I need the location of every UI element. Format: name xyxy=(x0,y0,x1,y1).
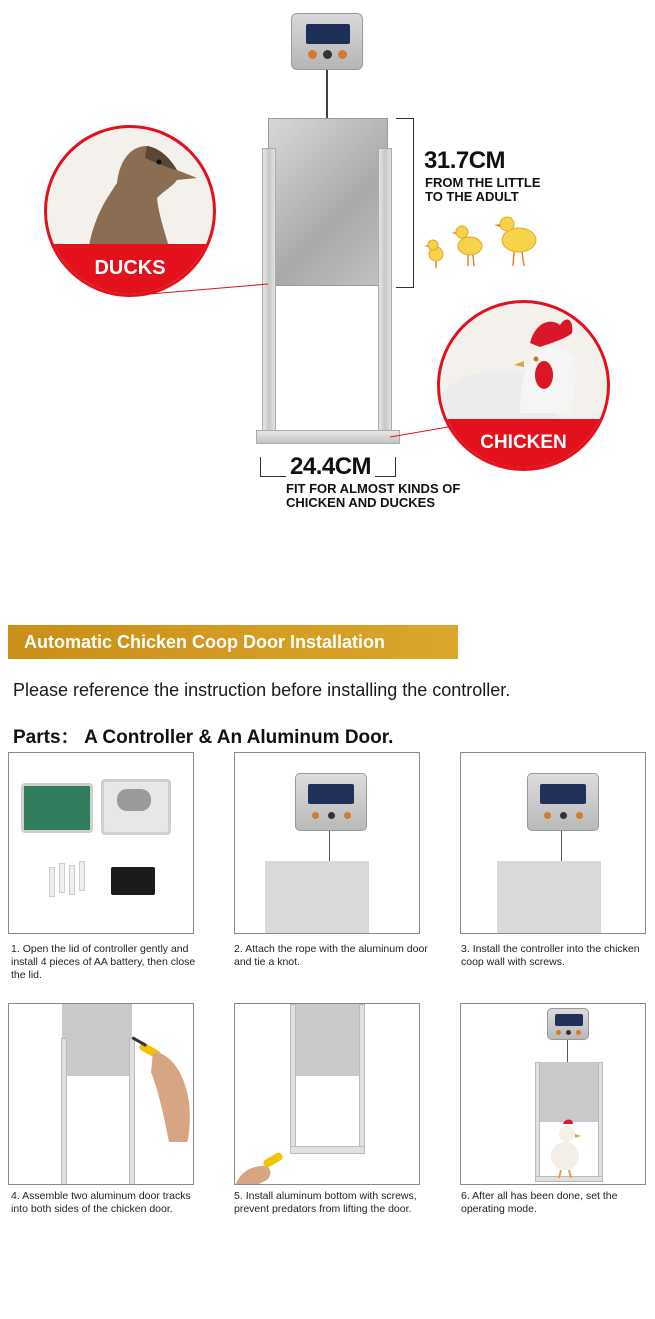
step-4-text: Assemble two aluminum door tracks into both sides of the chicken door. xyxy=(11,1190,191,1215)
step-1-number: 1. xyxy=(11,943,20,955)
width-desc-line2: CHICKEN AND DUCKES xyxy=(286,495,436,510)
controller-device-image xyxy=(291,13,363,70)
step-2-image xyxy=(234,752,420,934)
door-panel xyxy=(62,1004,132,1076)
door-panel xyxy=(539,1062,599,1122)
chicken-icon xyxy=(543,1118,593,1178)
section-title-bar xyxy=(8,625,458,659)
width-dimension-value: 24.4CM xyxy=(286,453,375,481)
height-dimension-bracket xyxy=(396,118,414,288)
step-5-image xyxy=(234,1003,420,1185)
step-1-image xyxy=(8,752,194,934)
screwdriver-hand-illustration xyxy=(129,1032,194,1142)
step-1-text: Open the lid of controller gently and install 4 pieces of AA battery, then close the lid. xyxy=(11,943,196,981)
ducks-label: DUCKS xyxy=(94,257,166,279)
step-6-number: 6. xyxy=(461,1190,470,1202)
step-2-text: Attach the rope with the aluminum door and tie a knot. xyxy=(234,943,428,968)
chicken-circle xyxy=(437,300,610,471)
section-title: Automatic Chicken Coop Door Installation xyxy=(24,632,386,652)
step-3-number: 3. xyxy=(461,943,470,955)
step-3-image xyxy=(460,752,646,934)
step-5-text: Install aluminum bottom with screws, prevent predators from lifting the door. xyxy=(234,1190,417,1215)
chicken-label: CHICKEN xyxy=(480,432,567,453)
step-6-text: After all has been done, set the operating mode. xyxy=(461,1190,618,1215)
aluminum-door-panel xyxy=(268,118,388,286)
chicken-pointer-line xyxy=(390,425,450,439)
step-4-image xyxy=(8,1003,194,1185)
parts-heading: Parts： A Controller & An Aluminum Door. xyxy=(13,727,394,748)
width-desc-line1: FIT FOR ALMOST KINDS OF xyxy=(286,481,461,496)
step-6-image xyxy=(460,1003,646,1185)
step-4-number: 4. xyxy=(11,1190,20,1202)
step-1-caption xyxy=(11,943,207,982)
door-panel xyxy=(497,861,601,934)
step-5-caption xyxy=(234,1190,444,1216)
step-6-caption xyxy=(461,1190,649,1216)
height-desc-line1: FROM THE LITTLE xyxy=(425,175,541,190)
chicks-growth-illustration xyxy=(424,216,552,270)
height-dimension-value: 31.7CM xyxy=(424,147,506,174)
door-panel xyxy=(265,861,369,934)
door-bottom-bar xyxy=(256,430,400,444)
step-2-number: 2. xyxy=(234,943,243,955)
step-4-caption xyxy=(11,1190,207,1216)
step-5-number: 5. xyxy=(234,1190,243,1202)
right-door-track xyxy=(378,148,392,444)
ducks-pointer-line xyxy=(150,280,270,300)
controller-icon xyxy=(547,1008,589,1040)
instruction-text: Please reference the instruction before installing the controller. xyxy=(13,680,511,700)
ducks-circle xyxy=(44,125,216,297)
step-3-caption xyxy=(461,943,649,969)
controller-icon xyxy=(527,773,599,831)
step-2-caption xyxy=(234,943,430,969)
door-panel xyxy=(295,1004,361,1076)
door-rope xyxy=(326,70,328,122)
controller-icon xyxy=(295,773,367,831)
height-desc-line2: TO THE ADULT xyxy=(425,189,519,204)
step-3-text: Install the controller into the chicken coop wall with screws. xyxy=(461,943,640,968)
screwdriver-hand-illustration xyxy=(235,1150,295,1185)
